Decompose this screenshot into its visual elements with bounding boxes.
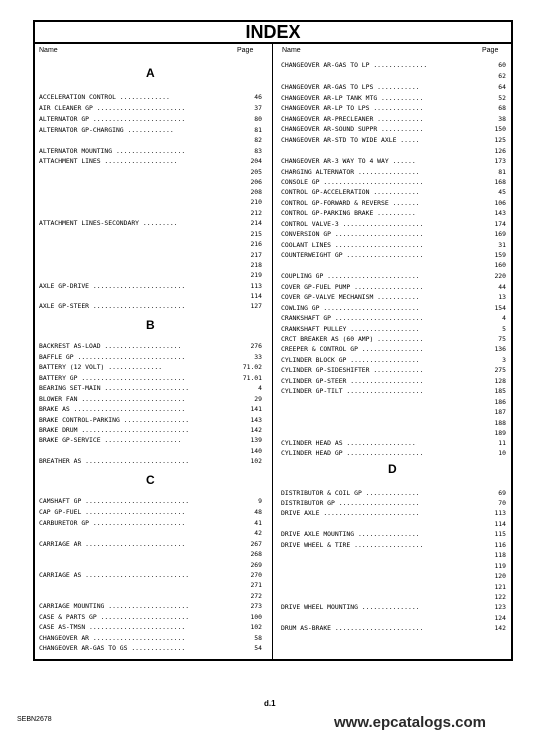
entry-page: 206 <box>250 178 262 186</box>
entry-page: 275 <box>494 366 506 374</box>
entry-name: DISTRIBUTOR GP ..................... <box>281 499 420 507</box>
entry-page: 48 <box>254 508 262 516</box>
entry-page: 114 <box>494 520 506 528</box>
entry-page: 118 <box>494 551 506 559</box>
entry-page: 75 <box>498 335 506 343</box>
entry-page: 71.02 <box>242 363 262 371</box>
index-entry <box>39 135 262 145</box>
entry-name: CARRIAGE MOUNTING ..................... <box>39 602 190 610</box>
index-entry <box>281 135 506 145</box>
entry-page: 127 <box>250 302 262 310</box>
index-entry <box>39 362 262 372</box>
index-entry <box>39 591 262 601</box>
index-entry <box>39 270 262 280</box>
entry-page: 52 <box>498 94 506 102</box>
entry-page: 44 <box>498 283 506 291</box>
section-letter-c: C <box>146 473 155 487</box>
entry-name: CYLINDER GP-STEER ................... <box>281 377 424 385</box>
entry-page: 106 <box>494 199 506 207</box>
entry-name: CYLINDER BLOCK GP .................. <box>281 356 420 364</box>
entry-page: 121 <box>494 583 506 591</box>
index-entry <box>39 633 262 643</box>
entry-page: 186 <box>494 398 506 406</box>
index-entry <box>281 397 506 407</box>
entry-name: ATTACHMENT LINES-SECONDARY ......... <box>39 219 178 227</box>
entry-page: 143 <box>250 416 262 424</box>
entry-name: DRIVE AXLE MOUNTING ................ <box>281 530 420 538</box>
entry-page: 82 <box>254 136 262 144</box>
entry-page: 216 <box>250 240 262 248</box>
entry-page: 220 <box>494 272 506 280</box>
entry-page: 214 <box>250 219 262 227</box>
entry-name: CHANGEOVER AR-GAS TO LPS ........... <box>281 83 420 91</box>
index-entry <box>39 341 262 351</box>
index-entry <box>39 394 262 404</box>
entry-page: 102 <box>250 457 262 465</box>
index-entry <box>39 446 262 456</box>
entry-name: BATTERY GP ........................... <box>39 374 186 382</box>
index-entry <box>281 219 506 229</box>
entry-name: DRIVE AXLE ......................... <box>281 509 420 517</box>
entry-name: CHANGEOVER AR-3 WAY TO 4 WAY ...... <box>281 157 416 165</box>
entry-page: 123 <box>494 603 506 611</box>
entry-name: DRIVE WHEEL & TIRE .................. <box>281 541 424 549</box>
index-entry <box>39 114 262 124</box>
index-entry <box>281 438 506 448</box>
index-title: INDEX <box>33 20 513 42</box>
entry-page: 114 <box>250 292 262 300</box>
entry-page: 271 <box>250 581 262 589</box>
entry-page: 204 <box>250 157 262 165</box>
entry-page: 136 <box>494 345 506 353</box>
entry-page: 64 <box>498 83 506 91</box>
entry-name: ALTERNATOR GP ........................ <box>39 115 186 123</box>
entry-page: 122 <box>494 593 506 601</box>
entry-page: 124 <box>494 614 506 622</box>
entry-name: CARBURETOR GP ........................ <box>39 519 186 527</box>
index-entry <box>39 239 262 249</box>
index-entry <box>281 540 506 550</box>
entry-name: BRAKE DRUM ............................ <box>39 426 190 434</box>
entry-page: 13 <box>498 293 506 301</box>
entry-page: 268 <box>250 550 262 558</box>
entry-name: CONTROL GP-PARKING BRAKE .......... <box>281 209 416 217</box>
entry-page: 143 <box>494 209 506 217</box>
index-entry <box>39 301 262 311</box>
entry-name: ALTERNATOR MOUNTING .................. <box>39 147 186 155</box>
index-entry <box>281 529 506 539</box>
entry-page: 217 <box>250 251 262 259</box>
entry-page: 159 <box>494 251 506 259</box>
entry-name: CASE AS-TMSN ......................... <box>39 623 186 631</box>
index-entry <box>281 167 506 177</box>
entry-page: 46 <box>254 93 262 101</box>
index-entry <box>39 415 262 425</box>
entry-name: COUNTERWEIGHT GP .................... <box>281 251 424 259</box>
index-entry <box>39 507 262 517</box>
entry-page: 208 <box>250 188 262 196</box>
entry-name: CYLINDER GP-SIDESHIFTER ............. <box>281 366 424 374</box>
right-page-header: Page <box>482 47 499 54</box>
index-entry <box>39 435 262 445</box>
entry-page: 205 <box>250 168 262 176</box>
entry-page: 45 <box>498 188 506 196</box>
index-entry <box>281 428 506 438</box>
entry-name: CHANGEOVER AR-PRECLEANER ............ <box>281 115 424 123</box>
index-entry <box>281 187 506 197</box>
entry-name: BRAKE AS ............................. <box>39 405 186 413</box>
index-entry <box>281 82 506 92</box>
index-entry <box>281 313 506 323</box>
index-entry <box>281 156 506 166</box>
entry-page: 4 <box>502 314 506 322</box>
entry-name: AXLE GP-STEER ........................ <box>39 302 186 310</box>
index-entry <box>39 456 262 466</box>
index-entry <box>281 198 506 208</box>
index-entry <box>281 561 506 571</box>
entry-page: 54 <box>254 644 262 652</box>
index-entry <box>39 383 262 393</box>
index-entry <box>39 218 262 228</box>
page-number: d.1 <box>264 699 276 708</box>
index-entry <box>281 592 506 602</box>
index-entry <box>281 334 506 344</box>
index-entry <box>281 407 506 417</box>
index-entry <box>281 292 506 302</box>
index-entry <box>281 71 506 81</box>
entry-page: 113 <box>250 282 262 290</box>
entry-page: 37 <box>254 104 262 112</box>
entry-name: DRUM AS-BRAKE ....................... <box>281 624 424 632</box>
index-entry <box>39 229 262 239</box>
entry-name: CRANKSHAFT PULLEY .................. <box>281 325 420 333</box>
entry-page: 150 <box>494 125 506 133</box>
index-entry <box>281 282 506 292</box>
entry-name: COUPLING GP ........................ <box>281 272 420 280</box>
index-entry <box>281 344 506 354</box>
entry-page: 29 <box>254 395 262 403</box>
section-letter-a: A <box>146 66 155 80</box>
entry-name: CONTROL GP-ACCELERATION ............ <box>281 188 420 196</box>
entry-page: 154 <box>494 304 506 312</box>
index-entry <box>281 376 506 386</box>
entry-name: CYLINDER HEAD AS .................. <box>281 439 416 447</box>
index-entry <box>39 425 262 435</box>
entry-page: 100 <box>250 613 262 621</box>
document-code: SEBN2678 <box>17 716 52 723</box>
entry-page: 3 <box>502 356 506 364</box>
entry-page: 269 <box>250 561 262 569</box>
entry-name: CHARGING ALTERNATOR ................ <box>281 168 420 176</box>
entry-name: CAP GP-FUEL .......................... <box>39 508 186 516</box>
index-entry <box>39 187 262 197</box>
left-name-header: Name <box>39 47 58 54</box>
entry-page: 11 <box>498 439 506 447</box>
entry-name: BRAKE CONTROL-PARKING ................. <box>39 416 190 424</box>
entry-name: ALTERNATOR GP-CHARGING ............ <box>39 126 174 134</box>
entry-page: 126 <box>494 147 506 155</box>
index-entry <box>39 528 262 538</box>
index-entry <box>281 103 506 113</box>
entry-page: 218 <box>250 261 262 269</box>
index-entry <box>39 260 262 270</box>
entry-name: CASE & PARTS GP ....................... <box>39 613 190 621</box>
entry-page: 4 <box>258 384 262 392</box>
entry-page: 185 <box>494 387 506 395</box>
index-entry <box>39 156 262 166</box>
index-entry <box>281 240 506 250</box>
index-entry <box>39 518 262 528</box>
entry-name: AXLE GP-DRIVE ........................ <box>39 282 186 290</box>
entry-name: BAFFLE GP ............................ <box>39 353 186 361</box>
index-entry <box>39 208 262 218</box>
entry-page: 115 <box>494 530 506 538</box>
entry-name: BLOWER FAN ........................... <box>39 395 186 403</box>
entry-page: 9 <box>258 497 262 505</box>
column-divider <box>272 42 273 661</box>
entry-page: 81 <box>498 168 506 176</box>
entry-name: BATTERY (12 VOLT) .............. <box>39 363 163 371</box>
index-entry <box>39 373 262 383</box>
index-entry <box>281 303 506 313</box>
index-entry <box>39 539 262 549</box>
entry-page: 58 <box>254 634 262 642</box>
entry-page: 125 <box>494 136 506 144</box>
index-entry <box>39 146 262 156</box>
index-entry <box>281 519 506 529</box>
entry-name: CHANGEOVER AR-LP TO LPS ............. <box>281 104 424 112</box>
entry-name: CREEPER & CONTROL GP ................ <box>281 345 424 353</box>
index-entry <box>281 602 506 612</box>
index-entry <box>39 167 262 177</box>
entry-page: 210 <box>250 198 262 206</box>
entry-page: 174 <box>494 220 506 228</box>
entry-name: DISTRIBUTOR & COIL GP .............. <box>281 489 420 497</box>
index-entry <box>281 260 506 270</box>
index-entry <box>281 208 506 218</box>
index-entry <box>281 550 506 560</box>
index-entry <box>39 404 262 414</box>
entry-page: 272 <box>250 592 262 600</box>
index-entry <box>281 60 506 70</box>
index-entry <box>281 146 506 156</box>
index-entry <box>281 355 506 365</box>
entry-name: CAMSHAFT GP ........................... <box>39 497 190 505</box>
index-entry <box>281 488 506 498</box>
index-entry <box>39 103 262 113</box>
entry-name: ATTACHMENT LINES ................... <box>39 157 178 165</box>
entry-name: ACCELERATION CONTROL ............. <box>39 93 170 101</box>
index-entry <box>39 570 262 580</box>
index-entry <box>281 623 506 633</box>
watermark: www.epcatalogs.com <box>334 714 486 731</box>
index-entry <box>39 92 262 102</box>
entry-page: 141 <box>250 405 262 413</box>
index-entry <box>39 622 262 632</box>
entry-name: CARRIAGE AS ........................... <box>39 571 190 579</box>
entry-name: CYLINDER HEAD GP .................... <box>281 449 424 457</box>
entry-page: 160 <box>494 261 506 269</box>
entry-page: 116 <box>494 541 506 549</box>
index-entry <box>281 324 506 334</box>
entry-name: BACKREST AS-LOAD .................... <box>39 342 182 350</box>
entry-page: 68 <box>498 104 506 112</box>
entry-page: 80 <box>254 115 262 123</box>
entry-name: CONVERSION GP ....................... <box>281 230 424 238</box>
entry-name: DRIVE WHEEL MOUNTING ............... <box>281 603 420 611</box>
entry-page: 169 <box>494 230 506 238</box>
section-letter-b: B <box>146 318 155 332</box>
index-entry <box>39 281 262 291</box>
index-entry <box>39 125 262 135</box>
entry-name: BEARING SET-MAIN ...................... <box>39 384 190 392</box>
entry-page: 33 <box>254 353 262 361</box>
index-entry <box>39 601 262 611</box>
left-page-header: Page <box>237 47 254 54</box>
entry-name: CRCT BREAKER AS (60 AMP) ............ <box>281 335 424 343</box>
entry-name: CHANGEOVER AR-GAS TO GS .............. <box>39 644 186 652</box>
entry-page: 81 <box>254 126 262 134</box>
right-name-header: Name <box>282 47 301 54</box>
entry-page: 139 <box>250 436 262 444</box>
entry-page: 70 <box>498 499 506 507</box>
index-entry <box>281 229 506 239</box>
index-entry <box>281 271 506 281</box>
entry-name: CHANGEOVER AR-STD TO WIDE AXLE ..... <box>281 136 420 144</box>
index-entry <box>281 386 506 396</box>
index-entry <box>281 93 506 103</box>
index-entry <box>39 496 262 506</box>
entry-page: 38 <box>498 115 506 123</box>
entry-name: CONTROL GP-FORWARD & REVERSE ....... <box>281 199 420 207</box>
entry-page: 219 <box>250 271 262 279</box>
index-entry <box>39 352 262 362</box>
entry-name: CONSOLE GP .......................... <box>281 178 424 186</box>
entry-page: 128 <box>494 377 506 385</box>
entry-name: CHANGEOVER AR-GAS TO LP .............. <box>281 61 428 69</box>
entry-page: 119 <box>494 562 506 570</box>
index-entry <box>281 613 506 623</box>
index-entry <box>281 448 506 458</box>
entry-name: CHANGEOVER AR-SOUND SUPPR ........... <box>281 125 424 133</box>
index-entry <box>39 250 262 260</box>
entry-page: 188 <box>494 419 506 427</box>
entry-name: BREATHER AS ........................... <box>39 457 190 465</box>
index-entry <box>39 291 262 301</box>
entry-page: 189 <box>494 429 506 437</box>
entry-name: CONTROL VALVE-3 ..................... <box>281 220 424 228</box>
entry-name: CRANKSHAFT GP ....................... <box>281 314 424 322</box>
entry-name: COVER GP-FUEL PUMP .................. <box>281 283 424 291</box>
entry-page: 102 <box>250 623 262 631</box>
entry-page: 71.01 <box>242 374 262 382</box>
entry-page: 276 <box>250 342 262 350</box>
entry-page: 113 <box>494 509 506 517</box>
index-entry <box>39 177 262 187</box>
entry-name: BRAKE GP-SERVICE .................... <box>39 436 182 444</box>
entry-page: 142 <box>494 624 506 632</box>
entry-page: 142 <box>250 426 262 434</box>
entry-page: 60 <box>498 61 506 69</box>
entry-page: 41 <box>254 519 262 527</box>
entry-page: 10 <box>498 449 506 457</box>
index-entry <box>281 571 506 581</box>
entry-name: CYLINDER GP-TILT .................... <box>281 387 424 395</box>
index-entry <box>281 508 506 518</box>
entry-page: 270 <box>250 571 262 579</box>
index-entry <box>39 560 262 570</box>
entry-page: 212 <box>250 209 262 217</box>
entry-page: 69 <box>498 489 506 497</box>
entry-page: 267 <box>250 540 262 548</box>
entry-page: 120 <box>494 572 506 580</box>
entry-page: 273 <box>250 602 262 610</box>
entry-page: 187 <box>494 408 506 416</box>
index-entry <box>281 124 506 134</box>
entry-page: 42 <box>254 529 262 537</box>
index-entry <box>281 177 506 187</box>
index-entry <box>39 643 262 653</box>
entry-page: 5 <box>502 325 506 333</box>
entry-name: CHANGEOVER AR-LP TANK MTG ........... <box>281 94 424 102</box>
entry-page: 31 <box>498 241 506 249</box>
index-entry <box>39 549 262 559</box>
section-letter-d: D <box>388 462 397 476</box>
entry-page: 140 <box>250 447 262 455</box>
entry-name: COOLANT LINES ....................... <box>281 241 424 249</box>
entry-name: AIR CLEANER GP ....................... <box>39 104 186 112</box>
index-entry <box>39 612 262 622</box>
index-entry <box>281 250 506 260</box>
index-entry <box>281 582 506 592</box>
entry-name: COVER GP-VALVE MECHANISM ........... <box>281 293 420 301</box>
entry-name: CHANGEOVER AR ........................ <box>39 634 186 642</box>
index-entry <box>39 197 262 207</box>
entry-page: 215 <box>250 230 262 238</box>
index-entry <box>281 365 506 375</box>
entry-page: 173 <box>494 157 506 165</box>
index-entry <box>281 498 506 508</box>
index-entry <box>281 418 506 428</box>
index-entry <box>39 580 262 590</box>
entry-name: COWLING GP ......................... <box>281 304 420 312</box>
entry-name: CARRIAGE AR .......................... <box>39 540 186 548</box>
entry-page: 168 <box>494 178 506 186</box>
entry-page: 62 <box>498 72 506 80</box>
index-entry <box>281 114 506 124</box>
entry-page: 83 <box>254 147 262 155</box>
